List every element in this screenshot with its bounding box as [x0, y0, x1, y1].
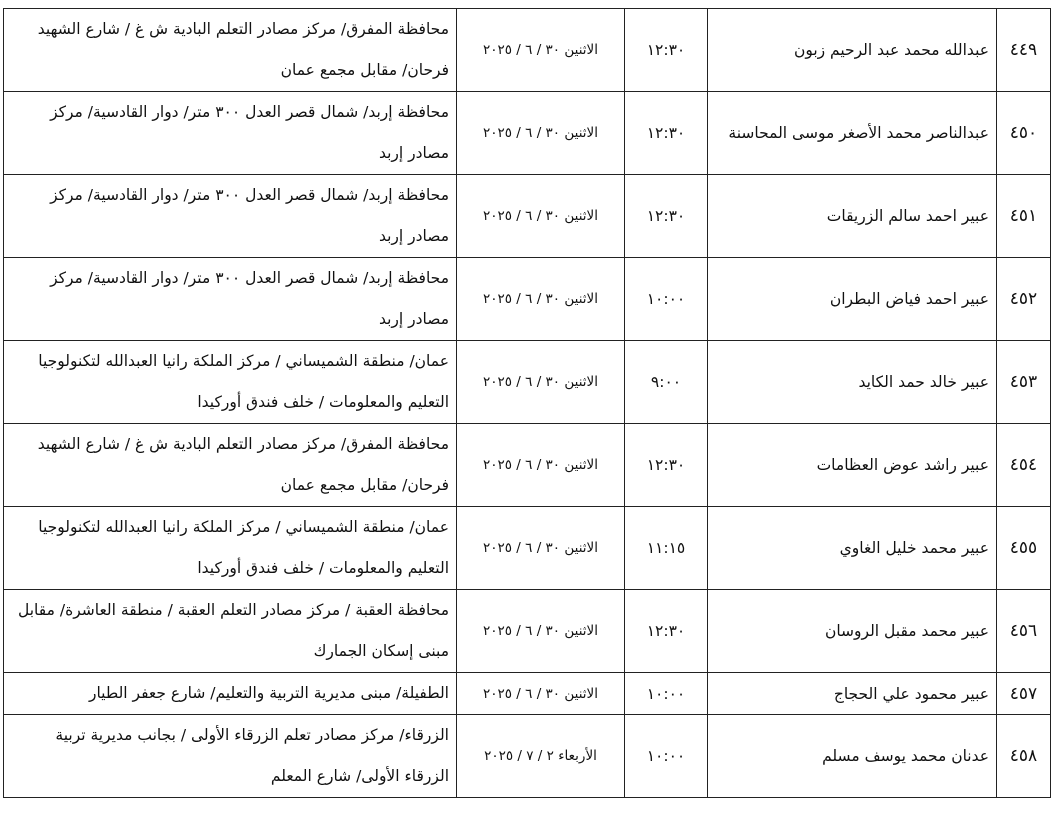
exam-date: الاثنين ٣٠ / ٦ / ٢٠٢٥	[457, 175, 625, 258]
exam-date: الاثنين ٣٠ / ٦ / ٢٠٢٥	[457, 424, 625, 507]
person-name: عبدالناصر محمد الأصغر موسى المحاسنة	[708, 92, 997, 175]
exam-location: عمان/ منطقة الشميساني / مركز الملكة رانيا العبدالله لتكنولوجيا التعليم والمعلومات / خلف فندق أوركيدا	[4, 341, 457, 424]
exam-location: محافظة المفرق/ مركز مصادر التعلم البادية ش غ / شارع الشهيد فرحان/ مقابل مجمع عمان	[4, 9, 457, 92]
person-name: عبير محمد مقبل الروسان	[708, 590, 997, 673]
exam-time: ٩:٠٠	[625, 341, 708, 424]
exam-time: ١٢:٣٠	[625, 424, 708, 507]
exam-location: محافظة العقبة / مركز مصادر التعلم العقبة / منطقة العاشرة/ مقابل مبنى إسكان الجمارك	[4, 590, 457, 673]
row-number: ٤٥٣	[997, 341, 1051, 424]
person-name: عبير محمود علي الحجاج	[708, 673, 997, 715]
row-number: ٤٥٢	[997, 258, 1051, 341]
row-number: ٤٥٥	[997, 507, 1051, 590]
exam-time: ١٢:٣٠	[625, 92, 708, 175]
exam-location: محافظة إربد/ شمال قصر العدل ٣٠٠ متر/ دوار القادسية/ مركز مصادر إربد	[4, 258, 457, 341]
exam-time: ١١:١٥	[625, 507, 708, 590]
exam-date: الاثنين ٣٠ / ٦ / ٢٠٢٥	[457, 258, 625, 341]
schedule-table	[3, 8, 1051, 798]
exam-location: عمان/ منطقة الشميساني / مركز الملكة رانيا العبدالله لتكنولوجيا التعليم والمعلومات / خلف فندق أوركيدا	[4, 507, 457, 590]
person-name: عدنان محمد يوسف مسلم	[708, 715, 997, 798]
exam-location: محافظة إربد/ شمال قصر العدل ٣٠٠ متر/ دوار القادسية/ مركز مصادر إربد	[4, 175, 457, 258]
exam-time: ١٠:٠٠	[625, 715, 708, 798]
table-row	[4, 341, 1051, 424]
table-row	[4, 258, 1051, 341]
exam-date: الاثنين ٣٠ / ٦ / ٢٠٢٥	[457, 673, 625, 715]
table-row	[4, 715, 1051, 798]
row-number: ٤٤٩	[997, 9, 1051, 92]
exam-date: الأربعاء ٢ / ٧ / ٢٠٢٥	[457, 715, 625, 798]
exam-time: ١٠:٠٠	[625, 673, 708, 715]
table-row	[4, 590, 1051, 673]
exam-time: ١٢:٣٠	[625, 9, 708, 92]
exam-location: الزرقاء/ مركز مصادر تعلم الزرقاء الأولى / بجانب مديرية تربية الزرقاء الأولى/ شارع المعلم	[4, 715, 457, 798]
schedule-table-body	[4, 9, 1051, 798]
person-name: عبير خالد حمد الكايد	[708, 341, 997, 424]
row-number: ٤٥١	[997, 175, 1051, 258]
exam-time: ١٠:٠٠	[625, 258, 708, 341]
exam-time: ١٢:٣٠	[625, 590, 708, 673]
exam-date: الاثنين ٣٠ / ٦ / ٢٠٢٥	[457, 590, 625, 673]
exam-time: ١٢:٣٠	[625, 175, 708, 258]
person-name: عبدالله محمد عبد الرحيم زبون	[708, 9, 997, 92]
exam-location: الطفيلة/ مبنى مديرية التربية والتعليم/ شارع جعفر الطيار	[4, 673, 457, 715]
exam-location: محافظة المفرق/ مركز مصادر التعلم البادية ش غ / شارع الشهيد فرحان/ مقابل مجمع عمان	[4, 424, 457, 507]
table-row	[4, 9, 1051, 92]
person-name: عبير احمد سالم الزريقات	[708, 175, 997, 258]
row-number: ٤٥٤	[997, 424, 1051, 507]
table-row	[4, 673, 1051, 715]
exam-date: الاثنين ٣٠ / ٦ / ٢٠٢٥	[457, 507, 625, 590]
person-name: عبير راشد عوض العظامات	[708, 424, 997, 507]
person-name: عبير احمد فياض البطران	[708, 258, 997, 341]
row-number: ٤٥٨	[997, 715, 1051, 798]
row-number: ٤٥٦	[997, 590, 1051, 673]
table-row	[4, 507, 1051, 590]
table-row	[4, 175, 1051, 258]
exam-date: الاثنين ٣٠ / ٦ / ٢٠٢٥	[457, 9, 625, 92]
row-number: ٤٥٧	[997, 673, 1051, 715]
person-name: عبير محمد خليل الغاوي	[708, 507, 997, 590]
table-row	[4, 424, 1051, 507]
exam-date: الاثنين ٣٠ / ٦ / ٢٠٢٥	[457, 92, 625, 175]
exam-location: محافظة إربد/ شمال قصر العدل ٣٠٠ متر/ دوار القادسية/ مركز مصادر إربد	[4, 92, 457, 175]
row-number: ٤٥٠	[997, 92, 1051, 175]
exam-date: الاثنين ٣٠ / ٦ / ٢٠٢٥	[457, 341, 625, 424]
table-row	[4, 92, 1051, 175]
